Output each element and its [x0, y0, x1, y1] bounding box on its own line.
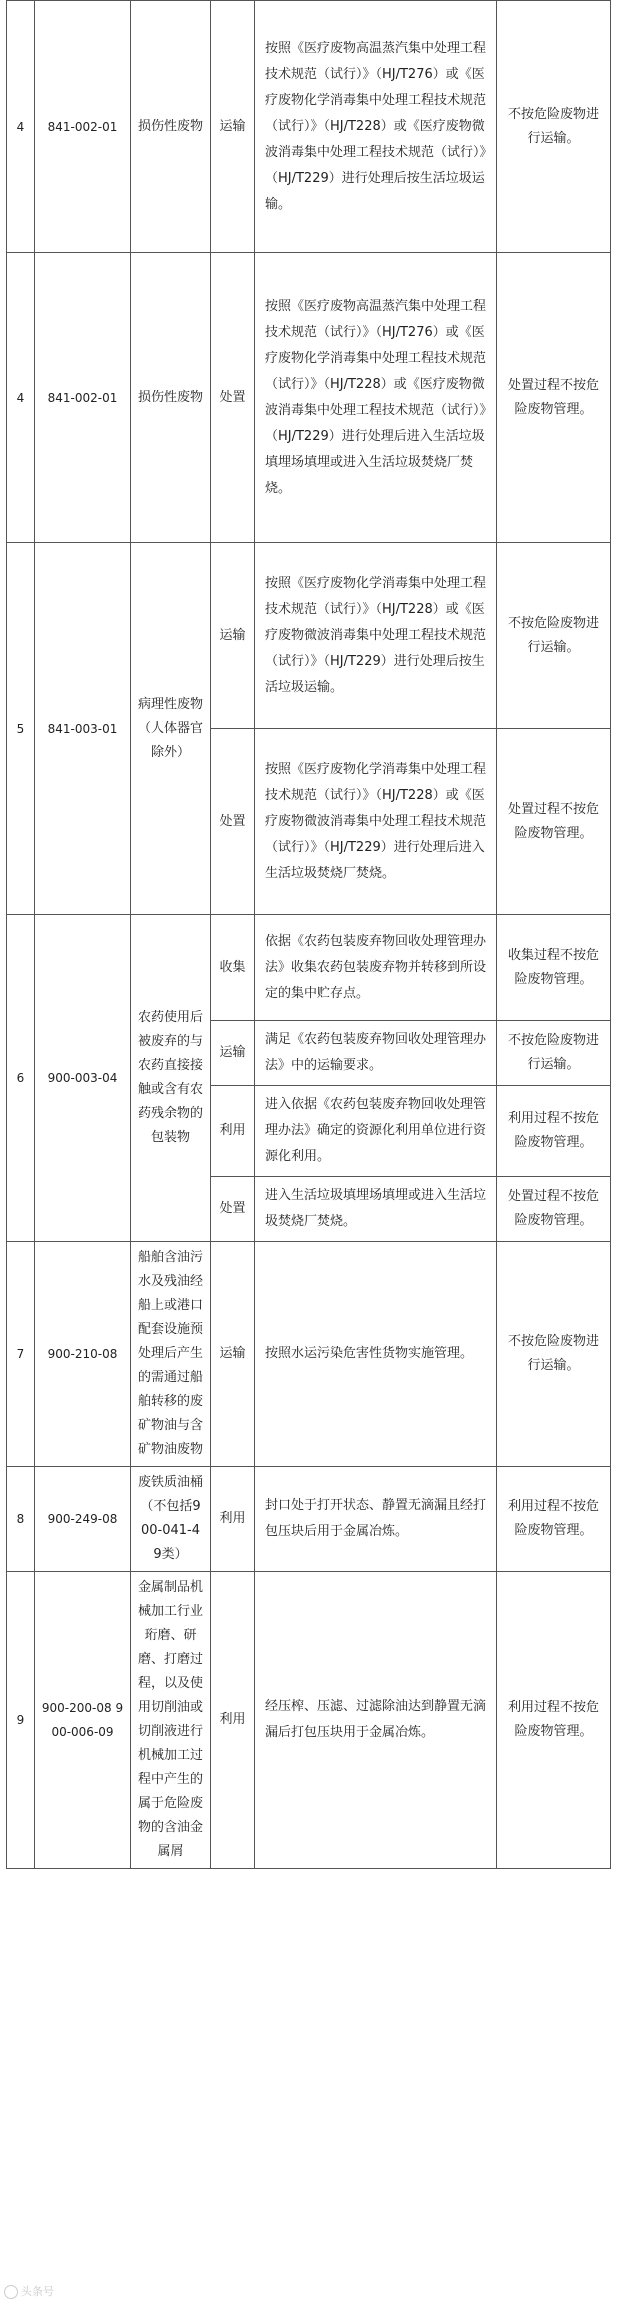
exemption-condition: 满足《农药包装废弃物回收处理管理办法》中的运输要求。 — [255, 1021, 497, 1086]
stage-label: 运输 — [211, 1021, 255, 1086]
waste-name: 废铁质油桶（不包括900-041-49类） — [131, 1467, 211, 1572]
row-number: 4 — [7, 253, 35, 543]
exemption-condition: 按照《医疗废物高温蒸汽集中处理工程技术规范（试行）》（HJ/T276）或《医疗废物化学消毒集中处理工程技术规范（试行）》（HJ/T228）或《医疗废物微波消毒集中处理工程技术规范（试行）》（HJ/T229）进行处理后进入生活垃圾填埋场填埋或进入生活垃圾焚烧厂焚烧。 — [255, 253, 497, 543]
stage-label: 利用 — [211, 1086, 255, 1177]
exemption-content: 处置过程不按危险废物管理。 — [497, 729, 611, 915]
stage-label: 运输 — [211, 1, 255, 253]
waste-code: 900-249-08 — [35, 1467, 131, 1572]
hazardous-waste-exemption-table — [6, 0, 611, 1869]
watermark — [4, 2283, 54, 2299]
waste-name: 病理性废物（人体器官除外） — [131, 543, 211, 915]
exemption-condition: 按照《医疗废物化学消毒集中处理工程技术规范（试行）》（HJ/T228）或《医疗废物微波消毒集中处理工程技术规范（试行）》（HJ/T229）进行处理后按生活垃圾运输。 — [255, 543, 497, 729]
stage-label: 利用 — [211, 1467, 255, 1572]
logo-icon — [4, 2285, 18, 2299]
row-number: 9 — [7, 1572, 35, 1869]
waste-name: 损伤性废物 — [131, 253, 211, 543]
exemption-condition: 按照《医疗废物高温蒸汽集中处理工程技术规范（试行）》（HJ/T276）或《医疗废物化学消毒集中处理工程技术规范（试行）》（HJ/T228）或《医疗废物微波消毒集中处理工程技术规范（试行）》（HJ/T229）进行处理后按生活垃圾运输。 — [255, 1, 497, 253]
exemption-content: 利用过程不按危险废物管理。 — [497, 1467, 611, 1572]
waste-code: 841-002-01 — [35, 1, 131, 253]
waste-name: 金属制品机械加工行业珩磨、研磨、打磨过程，以及使用切削油或切削液进行机械加工过程中产生的属于危险废物的含油金属屑 — [131, 1572, 211, 1869]
table-row — [7, 915, 611, 1021]
exemption-content: 不按危险废物进行运输。 — [497, 1, 611, 253]
exemption-content: 收集过程不按危险废物管理。 — [497, 915, 611, 1021]
exemption-content: 不按危险废物进行运输。 — [497, 543, 611, 729]
exemption-condition: 经压榨、压滤、过滤除油达到静置无滴漏后打包压块用于金属冶炼。 — [255, 1572, 497, 1869]
waste-name: 船舶含油污水及残油经船上或港口配套设施预处理后产生的需通过船舶转移的废矿物油与含矿物油废物 — [131, 1242, 211, 1467]
table-row — [7, 543, 611, 729]
stage-label: 处置 — [211, 253, 255, 543]
exemption-content: 利用过程不按危险废物管理。 — [497, 1572, 611, 1869]
waste-code: 841-003-01 — [35, 543, 131, 915]
row-number: 5 — [7, 543, 35, 915]
watermark-text: 头条号 — [21, 2285, 54, 2298]
exemption-condition: 封口处于打开状态、静置无滴漏且经打包压块后用于金属冶炼。 — [255, 1467, 497, 1572]
row-number: 6 — [7, 915, 35, 1242]
waste-code: 900-210-08 — [35, 1242, 131, 1467]
row-number: 8 — [7, 1467, 35, 1572]
row-number: 7 — [7, 1242, 35, 1467]
waste-name: 损伤性废物 — [131, 1, 211, 253]
exemption-condition: 按照《医疗废物化学消毒集中处理工程技术规范（试行）》（HJ/T228）或《医疗废物微波消毒集中处理工程技术规范（试行）》（HJ/T229）进行处理后进入生活垃圾焚烧厂焚烧。 — [255, 729, 497, 915]
waste-code: 900-003-04 — [35, 915, 131, 1242]
row-number: 4 — [7, 1, 35, 253]
stage-label: 收集 — [211, 915, 255, 1021]
exemption-content: 处置过程不按危险废物管理。 — [497, 1177, 611, 1242]
exemption-content: 处置过程不按危险废物管理。 — [497, 253, 611, 543]
table-row — [7, 253, 611, 543]
exemption-condition: 依据《农药包装废弃物回收处理管理办法》收集农药包装废弃物并转移到所设定的集中贮存点。 — [255, 915, 497, 1021]
waste-name: 农药使用后被废弃的与农药直接接触或含有农药残余物的包装物 — [131, 915, 211, 1242]
exemption-content: 不按危险废物进行运输。 — [497, 1021, 611, 1086]
exemption-condition: 按照水运污染危害性货物实施管理。 — [255, 1242, 497, 1467]
table-row — [7, 1242, 611, 1467]
table-row — [7, 1467, 611, 1572]
stage-label: 运输 — [211, 1242, 255, 1467]
exemption-content: 利用过程不按危险废物管理。 — [497, 1086, 611, 1177]
stage-label: 利用 — [211, 1572, 255, 1869]
waste-code: 841-002-01 — [35, 253, 131, 543]
stage-label: 处置 — [211, 1177, 255, 1242]
table-row — [7, 1572, 611, 1869]
stage-label: 处置 — [211, 729, 255, 915]
stage-label: 运输 — [211, 543, 255, 729]
waste-code: 900-200-08 900-006-09 — [35, 1572, 131, 1869]
exemption-condition: 进入依据《农药包装废弃物回收处理管理办法》确定的资源化利用单位进行资源化利用。 — [255, 1086, 497, 1177]
exemption-content: 不按危险废物进行运输。 — [497, 1242, 611, 1467]
exemption-condition: 进入生活垃圾填埋场填埋或进入生活垃圾焚烧厂焚烧。 — [255, 1177, 497, 1242]
table-row — [7, 1, 611, 253]
